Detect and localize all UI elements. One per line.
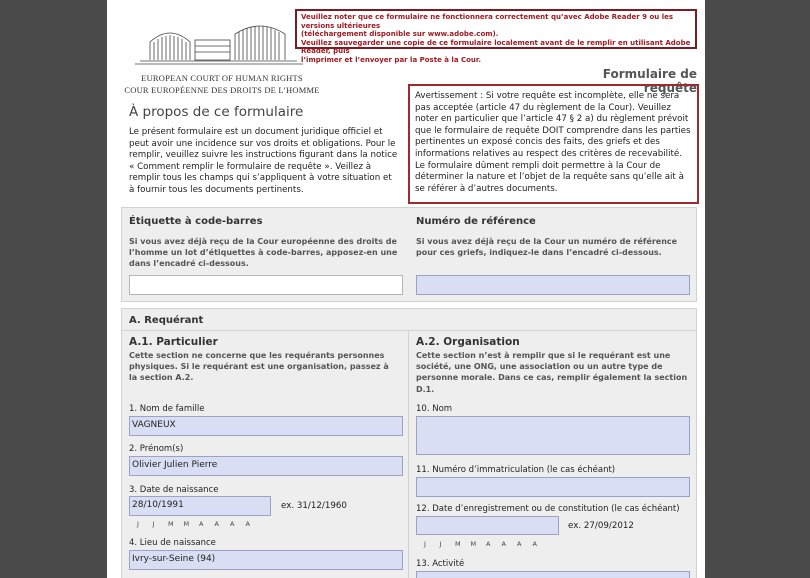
- first-names-label: 2. Prénom(s): [129, 444, 184, 454]
- org-name-field[interactable]: [416, 416, 690, 455]
- barcode-hint: Si vous avez déjà reçu de la Cour européenne des droits de l’homme un lot d’étiquettes à code-barres, apposez-en une dans l’encadré ci-dessous.: [129, 237, 398, 269]
- dob-field[interactable]: 28/10/1991: [129, 496, 271, 516]
- reference-number-field[interactable]: [416, 275, 690, 295]
- barcode-field[interactable]: [129, 275, 403, 295]
- court-name-en: EUROPEAN COURT OF HUMAN RIGHTS: [141, 73, 303, 83]
- org-date-example: ex. 27/09/2012: [568, 521, 634, 531]
- dob-format-letters: J J M M A A A A: [137, 520, 250, 528]
- section-divider: [122, 330, 696, 331]
- dob-label: 3. Date de naissance: [129, 485, 219, 495]
- org-date-format-letters: J J M M A A A A: [424, 540, 537, 548]
- pob-label: 4. Lieu de naissance: [129, 538, 216, 548]
- reference-title: Numéro de référence: [416, 216, 536, 227]
- section-a-title: A. Requérant: [129, 315, 204, 326]
- about-text: Le présent formulaire est un document juridique officiel et peut avoir une incidence sur vos droits et obligations. Pour le remplir, veuillez suivre les instructions figurant dans la notice « Comment remplir le formulaire de requête ». Veillez à remplir tous les champs qui s’appliquent à votre situation et à fournir tous les documents pertinents.: [129, 127, 398, 195]
- org-activity-label: 13. Activité: [416, 559, 465, 569]
- last-name-label: 1. Nom de famille: [129, 404, 205, 414]
- org-name-label: 10. Nom: [416, 404, 453, 414]
- form-title: Formulaire de requête: [602, 67, 697, 95]
- individual-hint: Cette section ne concerne que les requérants personnes physiques. Si le requérant est une organisation, passez à la section A.2.: [129, 351, 389, 383]
- dob-example: ex. 31/12/1960: [281, 501, 347, 511]
- organisation-title: A.2. Organisation: [416, 336, 520, 348]
- org-registration-label: 11. Numéro d’immatriculation (le cas échéant): [416, 465, 616, 475]
- court-building-icon: [125, 20, 315, 74]
- adobe-notice: Veuillez noter que ce formulaire ne fonctionnera correctement qu’avec Adobe Reader 9 ou les versions ultérieures (téléchargement disponible sur www.adobe.com). Veuillez sauvegarder une copie de ce formulaire localement avant de le remplir en utilisant Adobe Reader, puis l’imprimer et l’envoyer par la Poste à la Cour.: [295, 9, 697, 49]
- org-date-field[interactable]: [416, 516, 559, 535]
- court-name-fr: COUR EUROPÉENNE DES DROITS DE L’HOMME: [124, 85, 320, 95]
- org-registration-field[interactable]: [416, 477, 690, 497]
- org-date-label: 12. Date d’enregistrement ou de constitution (le cas échéant): [416, 504, 680, 514]
- first-names-field[interactable]: Olivier Julien Pierre: [129, 456, 403, 476]
- org-activity-field[interactable]: [416, 571, 690, 578]
- pob-field[interactable]: Ivry-sur-Seine (94): [129, 550, 403, 570]
- about-title: À propos de ce formulaire: [129, 104, 304, 120]
- barcode-title: Étiquette à code-barres: [129, 216, 263, 227]
- organisation-hint: Cette section n’est à remplir que si le requérant est une société, une ONG, une association ou un autre type de personne morale. Dans ce cas, remplir également la section D.1.: [416, 351, 688, 394]
- form-page: [107, 0, 705, 578]
- warning-box: Avertissement : Si votre requête est incomplète, elle ne sera pas acceptée (article 47 du règlement de la Cour). Veuillez noter en particulier que l’article 47 § 2 a) du règlement prévoit que le formulaire de requête DOIT comprendre dans les parties pertinentes un exposé concis des faits, des griefs et des informations relatives au respect des critères de recevabilité. Le formulaire dûment rempli doit permettre à la Cour de déterminer la nature et l’objet de la requête sans qu’elle ait à se référer à d’autres documents.: [408, 84, 699, 204]
- individual-title: A.1. Particulier: [129, 336, 218, 348]
- reference-hint: Si vous avez déjà reçu de la Cour un numéro de référence pour ces griefs, indiquez-le dans l’encadré ci-dessous.: [416, 237, 678, 258]
- last-name-field[interactable]: VAGNEUX: [129, 416, 403, 436]
- column-divider: [408, 331, 409, 578]
